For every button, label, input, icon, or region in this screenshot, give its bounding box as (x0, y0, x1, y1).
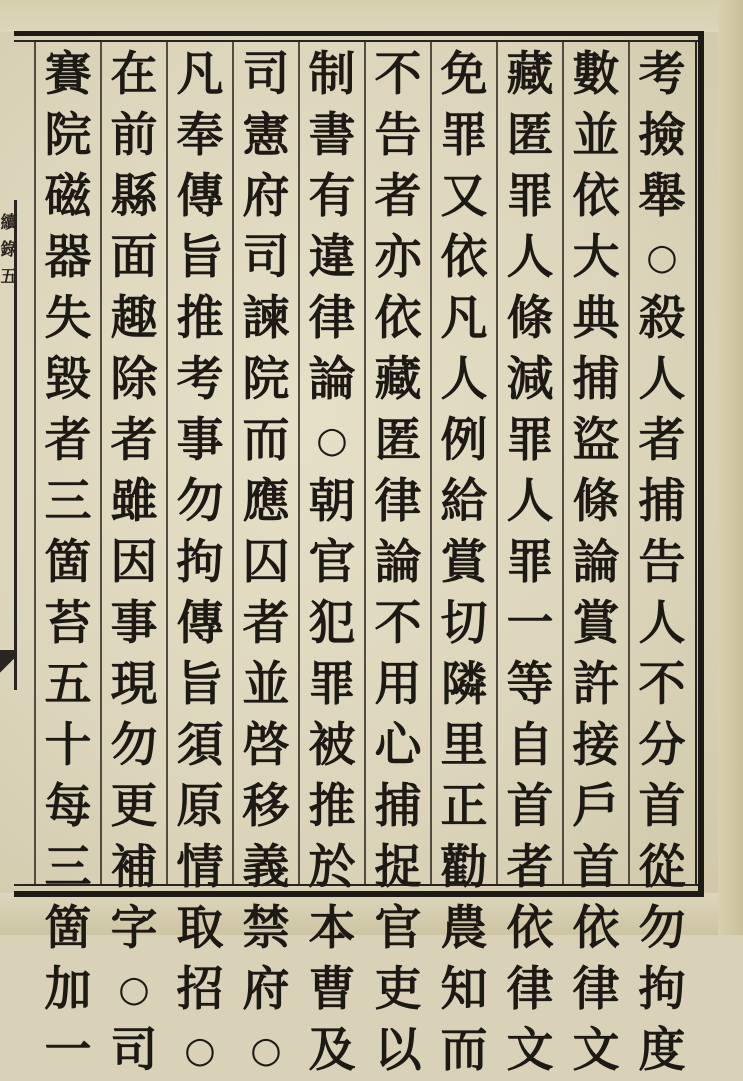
column-character: ○ (250, 1029, 282, 1071)
text-column (631, 44, 693, 1078)
column-character: 趣 (110, 291, 158, 346)
column-character: 更 (110, 779, 158, 834)
fold-title-char: 五 (0, 267, 18, 287)
column-character: 匿 (374, 413, 422, 468)
column-character: 切 (440, 596, 488, 651)
column-character: ○ (646, 236, 678, 278)
column-rule (496, 42, 498, 884)
right-margin (718, 0, 743, 935)
column-rule (298, 42, 300, 884)
text-column (433, 44, 495, 1078)
column-character: 傳 (176, 169, 224, 224)
column-rule (562, 42, 564, 884)
column-character: 免 (440, 47, 488, 102)
column-rule (364, 42, 366, 884)
column-character: 苔 (44, 596, 92, 651)
column-character: 雖 (110, 474, 158, 529)
column-character: 加 (44, 962, 92, 1017)
column-character: 首 (638, 779, 686, 834)
column-character: 箇 (44, 901, 92, 956)
text-column (499, 44, 561, 1078)
column-character: 補 (110, 840, 158, 895)
column-character: 及 (308, 1023, 356, 1078)
column-character: 考 (176, 352, 224, 407)
column-character: 舉 (638, 169, 686, 224)
column-character: 不 (638, 657, 686, 712)
column-character: 律 (374, 474, 422, 529)
column-character: 依 (374, 291, 422, 346)
column-character: 在 (110, 47, 158, 102)
column-character: 勸 (440, 840, 488, 895)
column-character: 農 (440, 901, 488, 956)
column-rule (100, 42, 102, 884)
column-character: 院 (44, 108, 92, 163)
column-character: 制 (308, 47, 356, 102)
column-character: 文 (572, 1023, 620, 1078)
column-character: 者 (374, 169, 422, 224)
column-rule (430, 42, 432, 884)
column-character: 器 (44, 230, 92, 285)
column-character: 依 (572, 901, 620, 956)
column-character: 勿 (638, 901, 686, 956)
text-column (103, 44, 165, 1078)
column-character: 義 (242, 840, 290, 895)
column-character: 有 (308, 169, 356, 224)
column-character: ○ (184, 1029, 216, 1071)
column-character: 隣 (440, 657, 488, 712)
column-character: 知 (440, 962, 488, 1017)
column-character: 捕 (638, 474, 686, 529)
column-character: 戶 (572, 779, 620, 834)
column-character: 府 (242, 962, 290, 1017)
column-character: 失 (44, 291, 92, 346)
column-character: 面 (110, 230, 158, 285)
column-character: 者 (506, 840, 554, 895)
column-character: 三 (44, 474, 92, 529)
column-character: 犯 (308, 596, 356, 651)
column-character: 囚 (242, 535, 290, 590)
column-character: 賞 (440, 535, 488, 590)
column-character: 情 (176, 840, 224, 895)
column-character: 律 (572, 962, 620, 1017)
column-character: 者 (242, 596, 290, 651)
column-character: 里 (440, 718, 488, 773)
text-column (367, 44, 429, 1078)
fold-title (0, 210, 18, 291)
column-character: 憲 (242, 108, 290, 163)
column-character: 被 (308, 718, 356, 773)
column-character: 罪 (440, 108, 488, 163)
column-character: 首 (572, 840, 620, 895)
column-character: 賽 (44, 47, 92, 102)
column-character: 捉 (374, 840, 422, 895)
text-column (301, 44, 363, 1078)
column-character: 一 (44, 1023, 92, 1078)
column-character: 除 (110, 352, 158, 407)
column-character: 大 (572, 230, 620, 285)
column-character: 從 (638, 840, 686, 895)
text-column (37, 44, 99, 1078)
column-character: 違 (308, 230, 356, 285)
column-character: 勿 (176, 474, 224, 529)
column-character: ○ (316, 419, 348, 461)
column-rule (628, 42, 630, 884)
column-character: 論 (308, 352, 356, 407)
column-rule (34, 42, 36, 884)
column-character: 磁 (44, 169, 92, 224)
column-character: 人 (440, 352, 488, 407)
column-character: 藏 (506, 47, 554, 102)
column-character: 書 (308, 108, 356, 163)
column-character: 啓 (242, 718, 290, 773)
column-character: 拘 (638, 962, 686, 1017)
column-character: 須 (176, 718, 224, 773)
fold-title-char: 錄 (0, 240, 18, 260)
column-character: 又 (440, 169, 488, 224)
column-character: 者 (110, 413, 158, 468)
fold-title-char: 續 (0, 213, 18, 233)
column-character: 箇 (44, 535, 92, 590)
column-character: 人 (638, 596, 686, 651)
column-character: 度 (638, 1023, 686, 1078)
column-character: 正 (440, 779, 488, 834)
column-character: 奉 (176, 108, 224, 163)
column-character: 以 (374, 1023, 422, 1078)
column-character: 人 (506, 474, 554, 529)
column-character: 依 (572, 169, 620, 224)
column-character: 推 (176, 291, 224, 346)
column-character: 給 (440, 474, 488, 529)
column-character: 條 (506, 291, 554, 346)
column-character: 前 (110, 108, 158, 163)
text-column (565, 44, 627, 1078)
column-character: 藏 (374, 352, 422, 407)
column-character: 一 (506, 596, 554, 651)
column-character: 三 (44, 840, 92, 895)
column-character: 捕 (572, 352, 620, 407)
column-character: 用 (374, 657, 422, 712)
fish-tail-mark (0, 650, 14, 692)
column-character: 司 (242, 47, 290, 102)
column-character: 而 (440, 1023, 488, 1078)
column-character: 許 (572, 657, 620, 712)
column-character: 吏 (374, 962, 422, 1017)
column-character: 每 (44, 779, 92, 834)
column-character: 者 (638, 413, 686, 468)
column-character: 減 (506, 352, 554, 407)
column-character: 應 (242, 474, 290, 529)
column-character: 賞 (572, 596, 620, 651)
column-character: 並 (572, 108, 620, 163)
column-character: 院 (242, 352, 290, 407)
column-character: 文 (506, 1023, 554, 1078)
column-character: 推 (308, 779, 356, 834)
column-character: 人 (506, 230, 554, 285)
column-character: 不 (374, 596, 422, 651)
column-character: 事 (110, 596, 158, 651)
column-character: 現 (110, 657, 158, 712)
column-character: 典 (572, 291, 620, 346)
column-character: 移 (242, 779, 290, 834)
column-character: 律 (506, 962, 554, 1017)
column-character: 首 (506, 779, 554, 834)
column-character: 因 (110, 535, 158, 590)
column-character: 心 (374, 718, 422, 773)
column-character: 數 (572, 47, 620, 102)
border-inner-top (14, 40, 698, 42)
column-character: 接 (572, 718, 620, 773)
column-character: 不 (374, 47, 422, 102)
column-character: 旨 (176, 230, 224, 285)
column-character: 條 (572, 474, 620, 529)
column-character: 曹 (308, 962, 356, 1017)
column-character: 勿 (110, 718, 158, 773)
column-character: 官 (374, 901, 422, 956)
column-character: 字 (110, 901, 158, 956)
column-character: 於 (308, 840, 356, 895)
column-character: 盜 (572, 413, 620, 468)
column-rule (166, 42, 168, 884)
column-character: 亦 (374, 230, 422, 285)
column-character: 取 (176, 901, 224, 956)
column-character: 匿 (506, 108, 554, 163)
column-character: 凡 (176, 47, 224, 102)
column-character: 毀 (44, 352, 92, 407)
column-character: 事 (176, 413, 224, 468)
column-character: 司 (242, 230, 290, 285)
column-character: 自 (506, 718, 554, 773)
column-character: 諫 (242, 291, 290, 346)
text-column (169, 44, 231, 1071)
text-column (235, 44, 297, 1071)
column-character: 律 (308, 291, 356, 346)
column-character: 例 (440, 413, 488, 468)
column-character: 告 (374, 108, 422, 163)
column-character: 本 (308, 901, 356, 956)
column-character: 官 (308, 535, 356, 590)
column-character: 殺 (638, 291, 686, 346)
column-character: 依 (440, 230, 488, 285)
column-character: 論 (374, 535, 422, 590)
column-character: 旨 (176, 657, 224, 712)
column-character: 五 (44, 657, 92, 712)
column-character: 罪 (506, 535, 554, 590)
column-character: 原 (176, 779, 224, 834)
column-character: 縣 (110, 169, 158, 224)
column-character: 人 (638, 352, 686, 407)
column-character: 罪 (506, 413, 554, 468)
column-character: 傳 (176, 596, 224, 651)
column-character: 捕 (374, 779, 422, 834)
column-character: 論 (572, 535, 620, 590)
column-character: 招 (176, 962, 224, 1017)
column-character: 等 (506, 657, 554, 712)
column-character: 朝 (308, 474, 356, 529)
column-character: 罪 (506, 169, 554, 224)
column-character: 十 (44, 718, 92, 773)
column-character: 告 (638, 535, 686, 590)
column-character: 並 (242, 657, 290, 712)
column-character: 分 (638, 718, 686, 773)
column-character: 而 (242, 413, 290, 468)
column-character: 禁 (242, 901, 290, 956)
column-character: ○ (118, 968, 150, 1010)
column-character: 考 (638, 47, 686, 102)
column-character: 撿 (638, 108, 686, 163)
column-character: 者 (44, 413, 92, 468)
top-margin (0, 0, 743, 32)
column-character: 拘 (176, 535, 224, 590)
column-character: 罪 (308, 657, 356, 712)
column-character: 凡 (440, 291, 488, 346)
border-inner-right (695, 40, 697, 886)
column-character: 司 (110, 1023, 158, 1078)
column-rule (232, 42, 234, 884)
column-character: 府 (242, 169, 290, 224)
column-character: 依 (506, 901, 554, 956)
